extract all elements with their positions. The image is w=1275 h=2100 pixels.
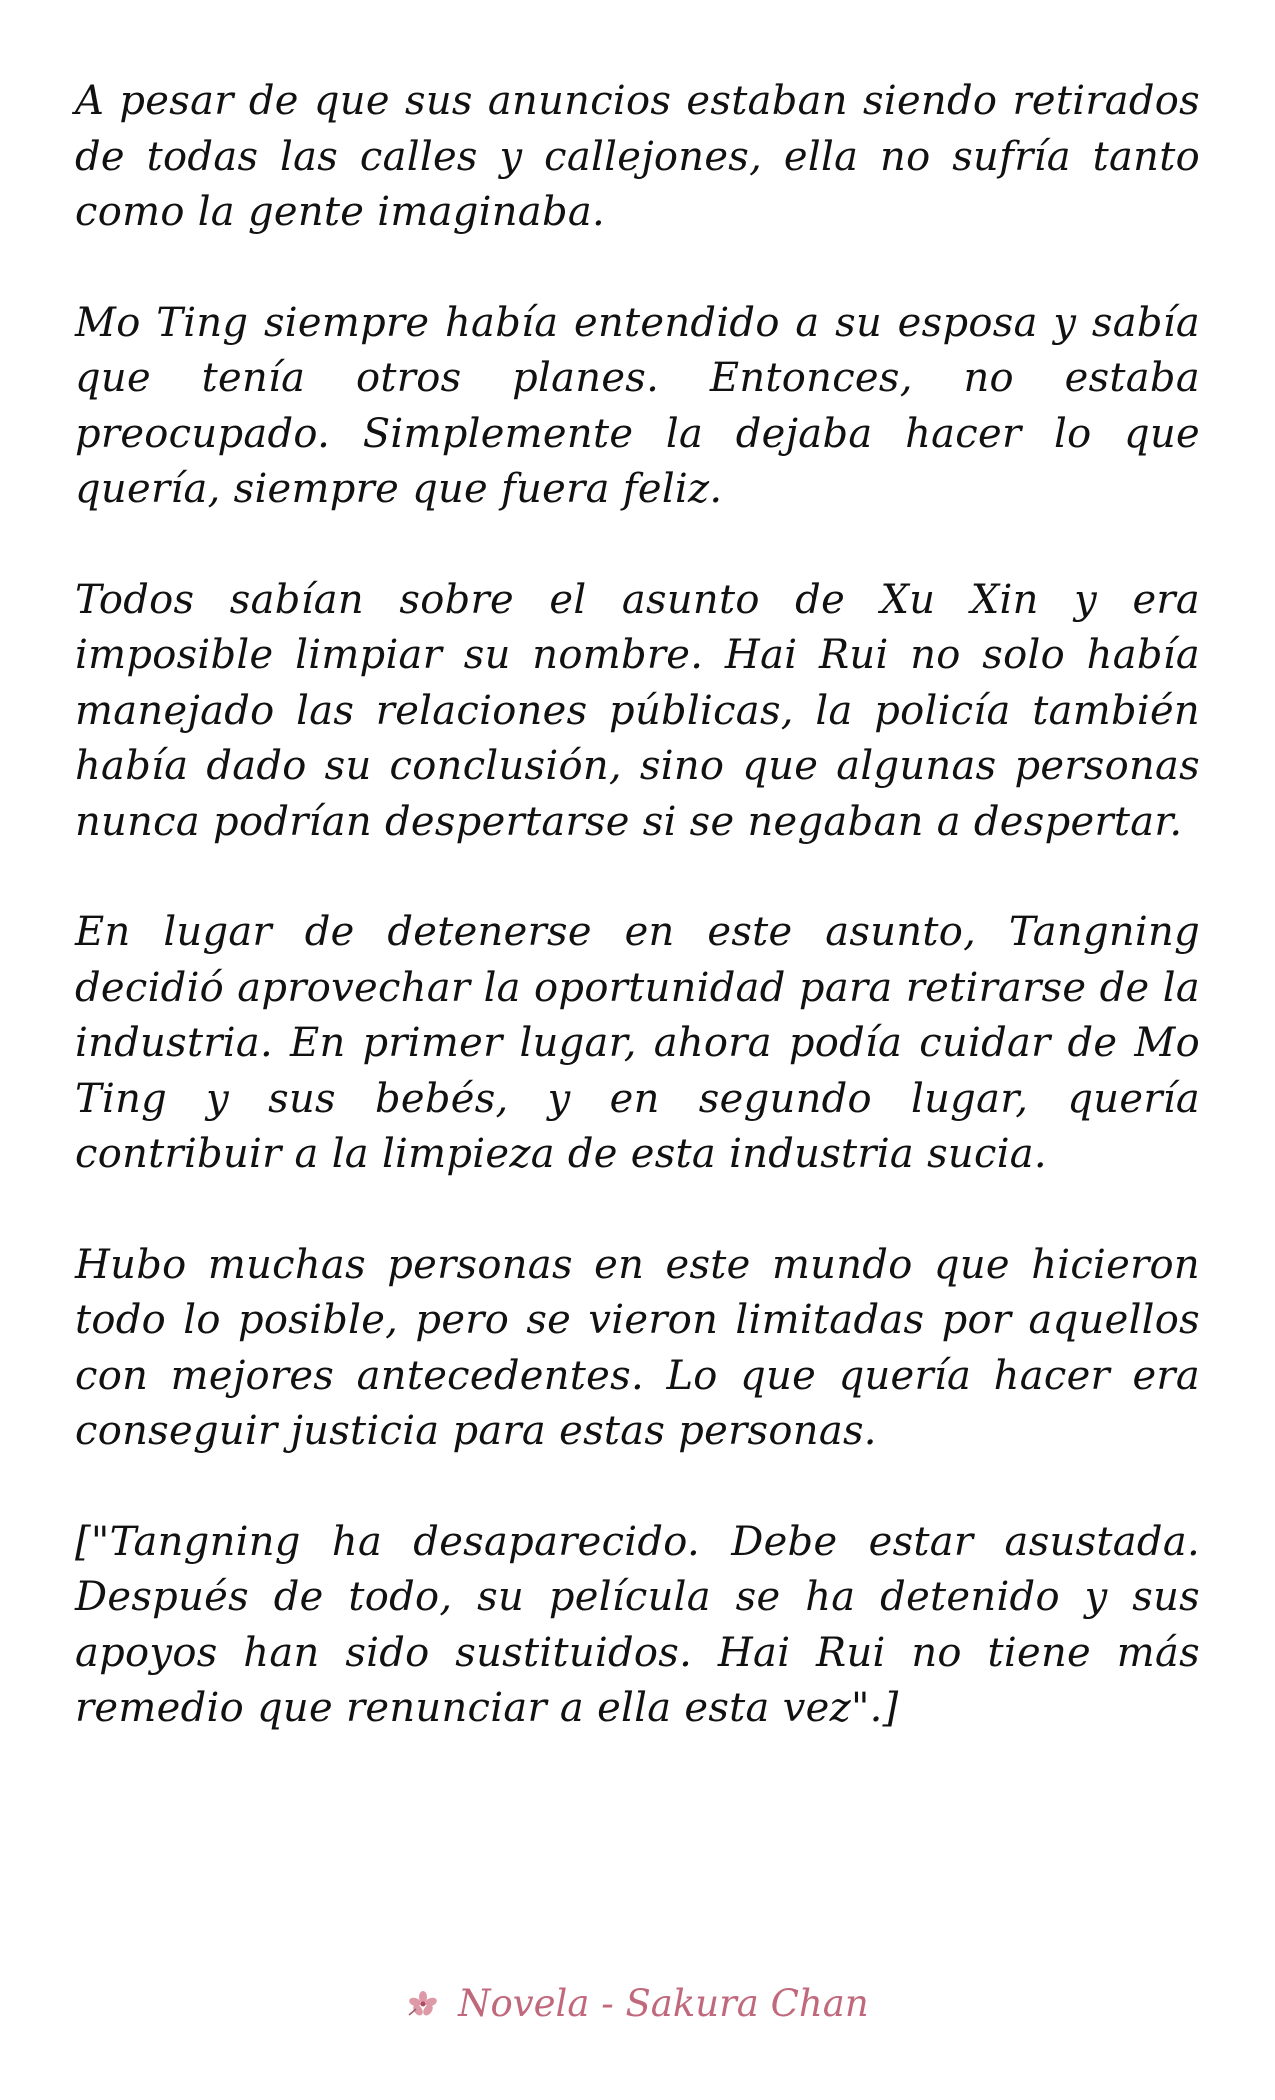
- paragraph-3: Todos sabían sobre el asunto de Xu Xin y era imposible limpiar su nombre. Hai Rui no solo había manejado las relaciones públicas, la policía también había dado su conclusión, sino que algunas personas nunca podrían despertarse si se negaban a despertar.: [75, 576, 1200, 845]
- paragraph-2: Mo Ting siempre había entendido a su esposa y sabía que tenía otros planes. Entonces, no estaba preocupado. Simplemente la dejaba hacer lo que quería, siempre que fuera feliz.: [75, 299, 1200, 512]
- sakura-flower-icon: [406, 1985, 440, 2028]
- document-body: [75, 74, 1200, 1792]
- watermark-text: Novela - Sakura Chan: [458, 1982, 869, 2025]
- paragraph-6: ["Tangning ha desaparecido. Debe estar asustada. Después de todo, su película se ha detenido y sus apoyos han sido sustituidos. Hai Rui no tiene más remedio que renunciar a ella esta vez".]: [75, 1518, 1200, 1731]
- watermark: [0, 1982, 1275, 2028]
- paragraph-4: En lugar de detenerse en este asunto, Tangning decidió aprovechar la oportunidad para retirarse de la industria. En primer lugar, ahora podía cuidar de Mo Ting y sus bebés, y en segundo lugar, quería contribuir a la limpieza de esta industria sucia.: [75, 909, 1200, 1177]
- paragraph-1: A pesar de que sus anuncios estaban siendo retirados de todas las calles y callejones, ella no sufría tanto como la gente imaginaba.: [75, 78, 1200, 235]
- paragraph-5: Hubo muchas personas en este mundo que hicieron todo lo posible, pero se vieron limitadas por aquellos con mejores antecedentes. Lo que quería hacer era conseguir justicia para estas personas.: [75, 1241, 1200, 1454]
